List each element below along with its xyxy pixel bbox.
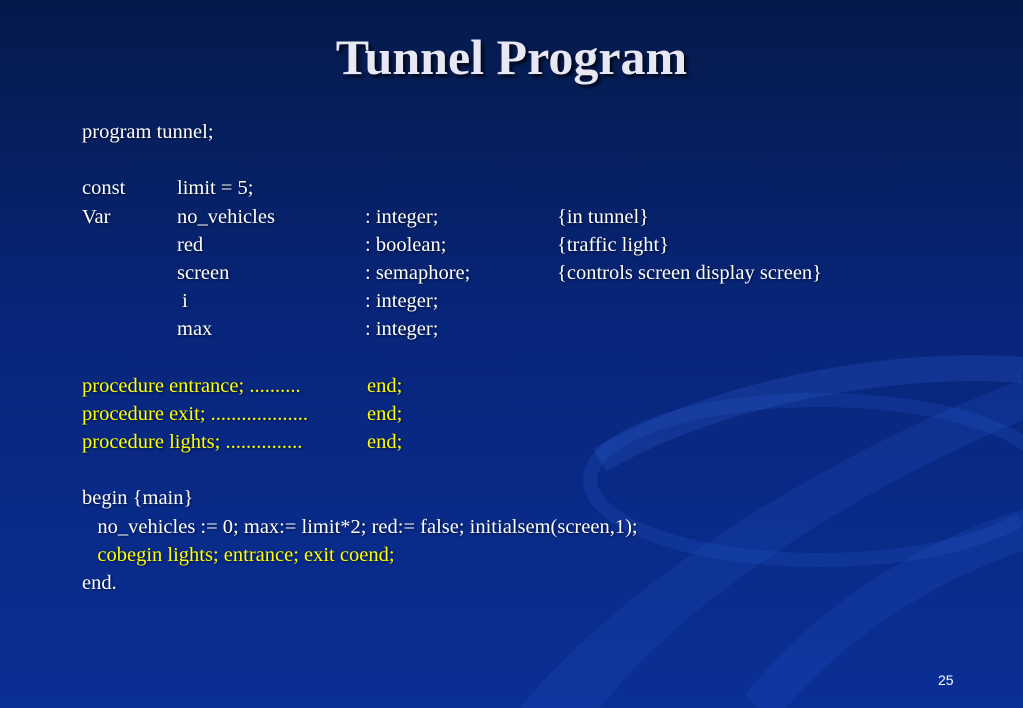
code-text: Var bbox=[82, 205, 111, 228]
code-text: i bbox=[177, 290, 188, 313]
code-text: end; bbox=[367, 402, 403, 425]
code-text: limit = 5; bbox=[177, 177, 254, 200]
code-text: : integer; bbox=[365, 290, 439, 313]
code-text: procedure exit; ................... bbox=[82, 402, 309, 425]
code-text: no_vehicles bbox=[177, 205, 275, 228]
code-text: no_vehicles := 0; max:= limit*2; red:= false; initialsem(screen,1); bbox=[82, 515, 638, 538]
code-text: const bbox=[82, 177, 126, 200]
code-text: {in tunnel} bbox=[557, 205, 649, 228]
code-text: end; bbox=[367, 374, 403, 397]
code-text: procedure lights; ............... bbox=[82, 431, 303, 454]
page-number: 25 bbox=[938, 672, 954, 688]
code-text: end; bbox=[367, 431, 403, 454]
code-text: : integer; bbox=[365, 318, 439, 341]
code-text: : integer; bbox=[365, 205, 439, 228]
code-text: : semaphore; bbox=[365, 261, 471, 284]
code-text: red bbox=[177, 233, 204, 256]
code-text: procedure entrance; .......... bbox=[82, 374, 301, 397]
code-text: screen bbox=[177, 261, 230, 284]
code-text: : boolean; bbox=[365, 233, 447, 256]
code-text: end. bbox=[82, 572, 117, 594]
slide-title: Tunnel Program bbox=[335, 29, 688, 85]
code-text: begin {main} bbox=[82, 487, 194, 510]
code-text: max bbox=[177, 318, 213, 341]
code-text: cobegin lights; entrance; exit coend; bbox=[82, 543, 395, 566]
code-text: {controls screen display screen} bbox=[557, 261, 823, 284]
code-text: {traffic light} bbox=[557, 233, 670, 256]
code-text: program tunnel; bbox=[82, 121, 214, 143]
